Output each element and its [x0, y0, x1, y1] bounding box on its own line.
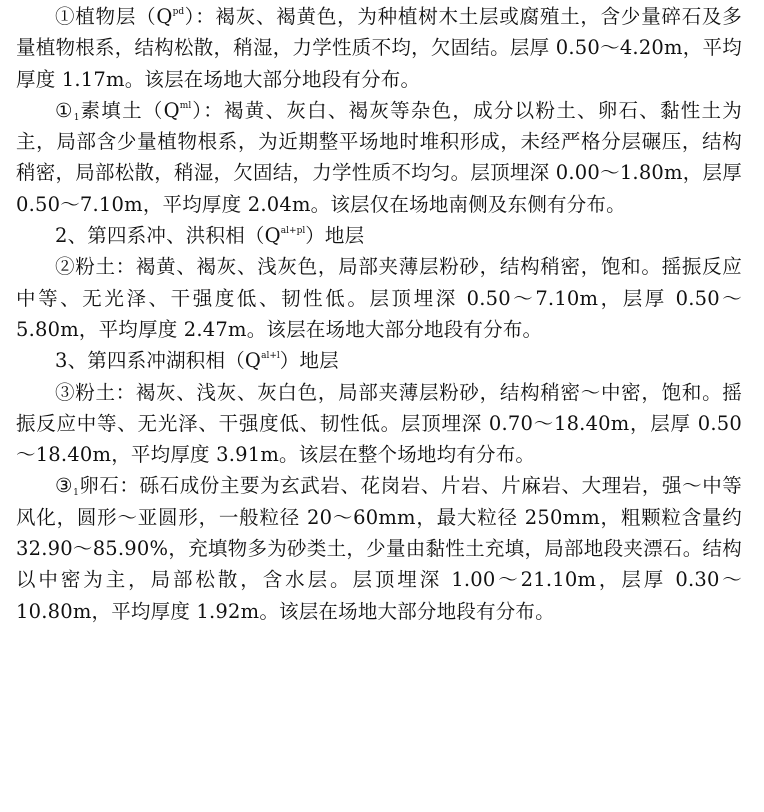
text-run: 卵石：砾石成份主要为玄武岩、花岗岩、片岩、片麻岩、大理岩，强～中等风化，圆形～亚圆形，一般粒径 20～60mm，最大粒径 250mm，粗颗粒含量约 32.90～85.90%，充填物多为砂类土，少量由黏性土充填，局部地段夹漂石。结构以中密为主，局部松散，含水层。层顶埋深 1.00～21.10m，层厚 0.30～10.80m，平均厚度 1.92m。该层在场地大部分地段有分布。 [16, 474, 742, 623]
section-heading-2 [16, 220, 742, 251]
subscript-layer-index: 1 [73, 488, 79, 499]
paragraph-layer-3-1 [16, 470, 742, 626]
text-run: ②粉土：褐黄、褐灰、浅灰色，局部夹薄层粉砂，结构稍密，饱和。摇振反应中等、无光泽、干强度低、韧性低。层顶埋深 0.50～7.10m，层厚 0.50～5.80m，平均厚度 2.47m。该层在场地大部分地段有分布。 [16, 255, 742, 341]
text-run: 2、第四系冲、洪积相（Q [55, 224, 281, 248]
document-body [16, 0, 742, 627]
paragraph-layer-1 [16, 1, 742, 95]
paragraph-layer-1-1 [16, 95, 742, 220]
section-heading-3 [16, 345, 742, 376]
text-run: ）地层 [305, 224, 365, 248]
subscript-layer-index: 1 [73, 112, 80, 123]
text-run: 3、第四系冲湖积相（Q [55, 349, 262, 373]
text-run: ）：褐灰、褐黄色，为种植树木土层或腐殖土，含少量碎石及多量植物根系，结构松散，稍湿，力学性质不均，欠固结。层厚 0.50～4.20m，平均厚度 1.17m。该层在场地大部分地段有分布。 [16, 5, 742, 91]
superscript-geologic-code: al+l [261, 351, 280, 362]
superscript-geologic-code: al+pl [280, 226, 306, 237]
superscript-geologic-code: pd [172, 7, 185, 17]
paragraph-layer-2 [16, 251, 742, 345]
paragraph-layer-3 [16, 377, 742, 471]
text-run: ）地层 [279, 349, 339, 373]
text-run: ③ [55, 474, 74, 498]
text-run: ①植物层（Q [55, 5, 173, 28]
text-run: ① [55, 98, 74, 122]
text-run: ③粉土：褐灰、浅灰、灰白色，局部夹薄层粉砂，结构稍密～中密，饱和。摇振反应中等、无光泽、干强度低、韧性低。层顶埋深 0.70～18.40m，层厚 0.50～18.40m，平均厚度 3.91m。该层在整个场地均有分布。 [16, 380, 742, 467]
text-run: ）：褐黄、灰白、褐灰等杂色，成分以粉土、卵石、黏性土为主，局部含少量植物根系，为近期整平场地时堆积形成，未经严格分层碾压，结构稍密，局部松散，稍湿，欠固结，力学性质不均匀。层顶埋深 0.00～1.80m，层厚 0.50～7.10m，平均厚度 2.04m。该层仅在场地南侧及东侧有分布。 [16, 98, 742, 216]
superscript-geologic-code: ml [179, 100, 192, 111]
text-run: 素填土（Q [79, 98, 180, 122]
